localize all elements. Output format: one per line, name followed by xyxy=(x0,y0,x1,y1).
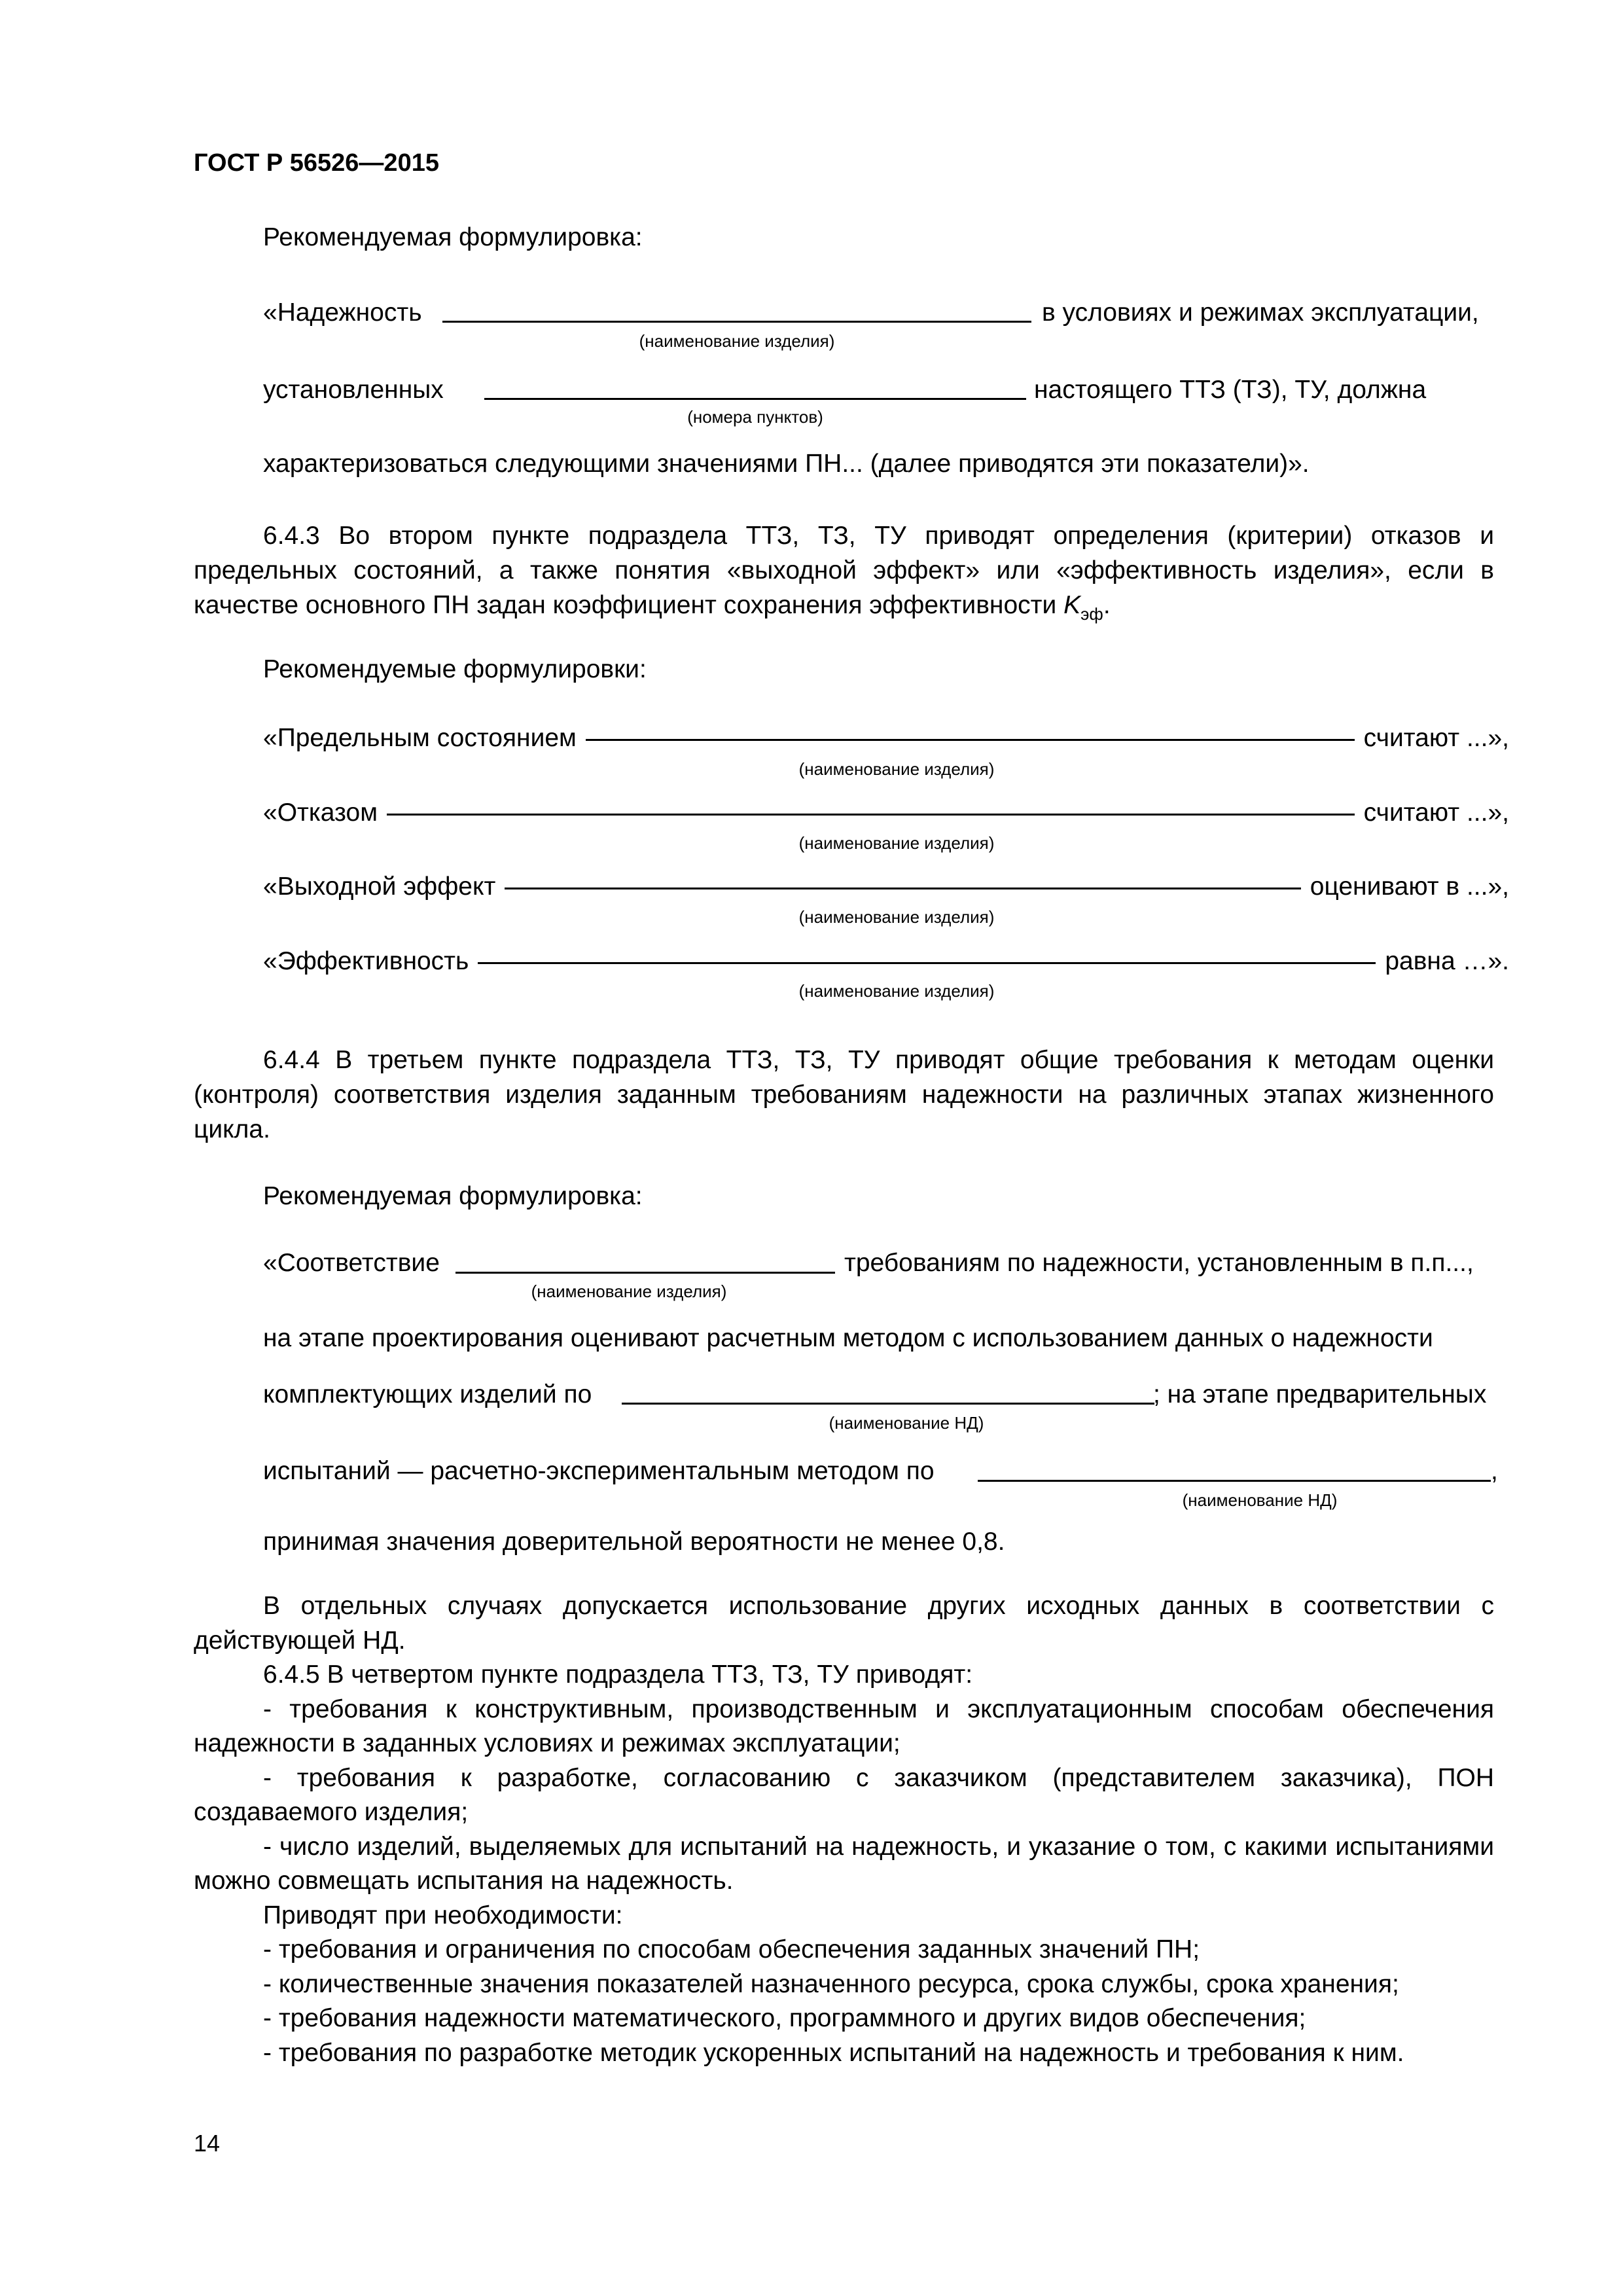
caption-nd-name: (наименование НД) xyxy=(1182,1490,1338,1510)
efficiency-end: равна …». xyxy=(1385,947,1509,975)
blank-product-name xyxy=(478,962,1376,964)
blank-product-name xyxy=(442,321,1031,323)
list-item: - требования к конструктивным, производственным и эксплуатационным способам обеспечения надежности в заданных условиях и режимах эксплуатации; xyxy=(194,1695,1494,1757)
list-item: - требования и ограничения по способам обеспечения заданных значений ПН; xyxy=(263,1935,1200,1964)
paragraph-6-4-3-text: 6.4.3 Во втором пункте подраздела ТТЗ, ТЗ, ТУ приводят определения (критерии) отказов и предельных состояний, а также понятия «выходной эффект» или «эффективность изделия», если в качестве основного ПН задан коэффициент сохранения эффективности xyxy=(194,522,1494,619)
conformity-start: «Соответствие xyxy=(263,1249,440,1277)
components-start: комплектующих изделий по xyxy=(263,1380,592,1408)
k-subscript: эф xyxy=(1080,604,1103,624)
caption-product-name: (наименование изделия) xyxy=(798,981,995,1001)
output-effect-row xyxy=(263,872,1509,901)
paragraph-6-4-3 xyxy=(194,518,1494,625)
k-symbol: K xyxy=(1063,591,1081,619)
blank-nd-name xyxy=(622,1403,1154,1405)
list-item: - требования к разработке, согласованию с заказчиком (представителем заказчика), ПОН создаваемого изделия; xyxy=(194,1763,1494,1826)
efficiency-start: «Эффективность xyxy=(263,947,469,975)
blank-item-numbers xyxy=(484,398,1026,400)
requirements-section xyxy=(194,1589,1494,2070)
established-start: установленных xyxy=(263,376,444,404)
caption-item-numbers: (номера пунктов) xyxy=(687,407,823,427)
blank-product-name xyxy=(586,739,1355,741)
limit-state-start: «Предельным состоянием xyxy=(263,724,577,752)
recommended-plural-label: Рекомендуемые формулировки: xyxy=(263,655,647,683)
limit-state-end: считают ...», xyxy=(1363,724,1509,752)
established-end: настоящего ТТЗ (ТЗ), ТУ, должна xyxy=(1034,376,1427,404)
output-effect-end: оценивают в ...», xyxy=(1310,872,1509,901)
caption-product-name: (наименование изделия) xyxy=(639,331,835,351)
paragraph-6-4-5: 6.4.5 В четвертом пункте подраздела ТТЗ, ТЗ, ТУ приводят: xyxy=(263,1660,973,1689)
efficiency-row xyxy=(263,947,1509,976)
list-item: - количественные значения показателей назначенного ресурса, срока службы, срока хранения; xyxy=(263,1969,1399,1998)
design-stage-line: на этапе проектирования оценивают расчетным методом с использованием данных о надежности xyxy=(263,1324,1433,1352)
limit-state-row xyxy=(263,724,1509,753)
recommended-label: Рекомендуемая формулировка: xyxy=(263,223,643,251)
failure-row xyxy=(263,798,1509,827)
output-effect-start: «Выходной эффект xyxy=(263,872,496,901)
caption-product-name: (наименование изделия) xyxy=(798,833,995,853)
blank-product-name xyxy=(505,888,1300,889)
conformity-end: требованиям по надежности, установленным в п.п..., xyxy=(844,1249,1474,1277)
failure-end: считают ...», xyxy=(1363,798,1509,827)
tests-start: испытаний — расчетно-экспериментальным методом по xyxy=(263,1457,935,1485)
other-data-paragraph: В отдельных случаях допускается использование других исходных данных в соответствии с действующей НД. xyxy=(194,1592,1494,1655)
caption-product-name: (наименование изделия) xyxy=(798,907,995,927)
standard-title: ГОСТ Р 56526—2015 xyxy=(194,149,439,177)
list-item: - требования по разработке методик ускоренных испытаний на надежность и требования к ним. xyxy=(263,2038,1404,2067)
caption-nd-name: (наименование НД) xyxy=(829,1413,984,1433)
blank-nd-name xyxy=(978,1480,1491,1482)
when-needed-label: Приводят при необходимости: xyxy=(263,1901,623,1929)
page-number: 14 xyxy=(194,2130,221,2157)
caption-product-name: (наименование изделия) xyxy=(531,1282,727,1301)
caption-product-name: (наименование изделия) xyxy=(798,759,995,779)
list-item: - требования надежности математического, программного и других видов обеспечения; xyxy=(263,2004,1306,2032)
reliability-start: «Надежность xyxy=(263,298,422,327)
tests-end: , xyxy=(1491,1457,1498,1485)
components-end: ; на этапе предварительных xyxy=(1153,1380,1487,1408)
reliability-end: в условиях и режимах эксплуатации, xyxy=(1042,298,1479,327)
characterize-line: характеризоваться следующими значениями ПН... (далее приводятся эти показатели)». xyxy=(263,450,1310,478)
list-item: - число изделий, выделяемых для испытаний на надежность, и указание о том, с какими испытаниями можно совмещать испытания на надежность. xyxy=(194,1832,1494,1895)
blank-product-name xyxy=(387,814,1355,816)
blank-product-name xyxy=(455,1272,835,1274)
paragraph-6-4-4: 6.4.4 В третьем пункте подраздела ТТЗ, ТЗ, ТУ приводят общие требования к методам оценки (контроля) соответствия изделия заданным требованиям надежности на различных этапах жизненного цикла. xyxy=(194,1046,1494,1143)
paragraph-6-4-3-end: . xyxy=(1103,591,1111,619)
failure-start: «Отказом xyxy=(263,798,378,827)
confidence-line: принимая значения доверительной вероятности не менее 0,8. xyxy=(263,1528,1005,1556)
recommended-label-2: Рекомендуемая формулировка: xyxy=(263,1182,643,1210)
